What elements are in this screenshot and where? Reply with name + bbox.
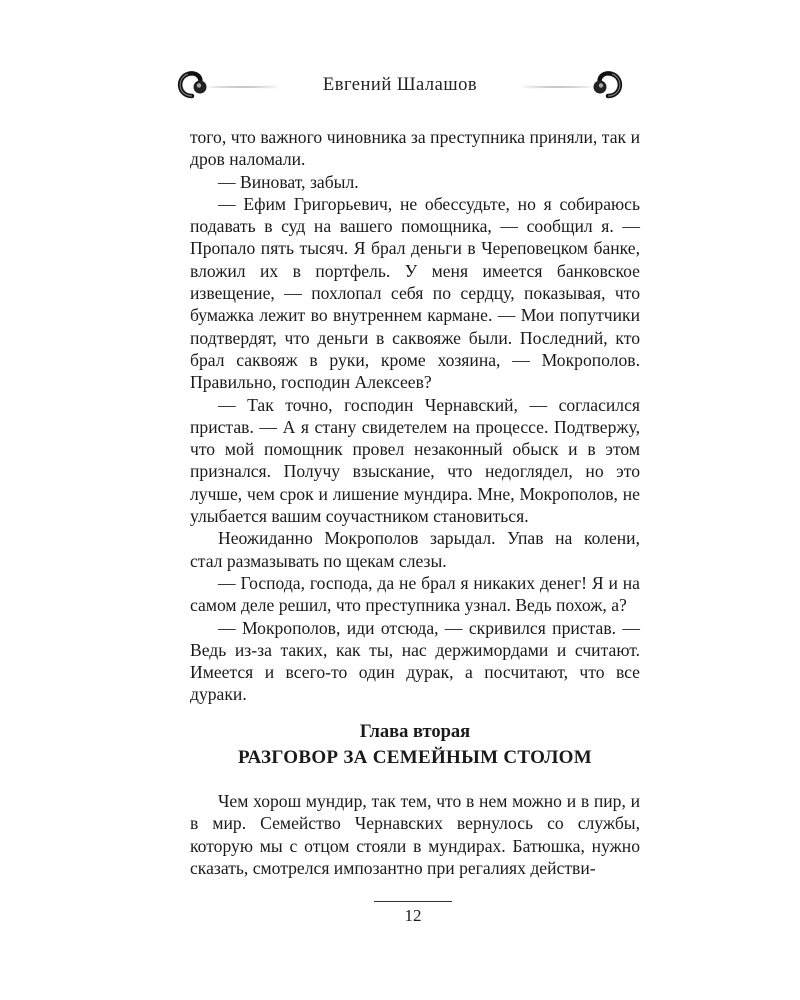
chapter-title: РАЗГОВОР ЗА СЕМЕЙНЫМ СТОЛОМ bbox=[238, 747, 592, 768]
paragraph: Неожиданно Мокрополов зарыдал. Упав на колени, стал размазывать по щекам слезы. bbox=[190, 528, 640, 571]
swirl-ornament-icon bbox=[480, 66, 630, 106]
paragraph: — Господа, господа, да не брал я никаких денег! Я и на самом деле решил, что преступника узнал. Ведь похож, а? bbox=[190, 572, 640, 616]
paragraph: Чем хорош мундир, так тем, что в нем можно и в пир, и в мир. Семейство Чернавских вернулось со службы, которую мы с отцом стояли в мундирах. Батюшка, нужно сказать, смотрелся импозантно при регалиях действи- bbox=[190, 791, 640, 878]
chapter-number: Глава вторая bbox=[359, 722, 471, 742]
footer-rule bbox=[374, 901, 452, 902]
chapter-text bbox=[190, 790, 640, 879]
body-text bbox=[190, 126, 640, 706]
paragraph: — Так точно, господин Чернавский, — согласился пристав. — А я стану свидетелем на процессе. Подтвержу, что мой помощник провел незаконный обыск и в этом признался. Получу взыскание, что недоглядел, но это лучше, чем срок и лишение мундира. Мне, Мокрополов, не улыбается вашим соучастником становиться. bbox=[190, 394, 640, 527]
page-number: 12 bbox=[404, 906, 422, 925]
paragraph: — Виноват, забыл. bbox=[218, 171, 359, 192]
paragraph: — Мокрополов, иди отсюда, — скривился пристав. — Ведь из-за таких, как ты, нас держимордами и считают. Имеется и всего-то один дурак, а посчитают, что все дураки. bbox=[190, 617, 640, 705]
paragraph: того, что важного чиновника за преступника приняли, так и дров наломали. bbox=[190, 127, 640, 170]
running-title: Евгений Шалашов bbox=[322, 75, 478, 95]
paragraph: — Ефим Григорьевич, не обессудьте, но я собираюсь подавать в суд на вашего помощника, — сообщил я. — Пропало пять тысяч. Я брал деньги в Череповецком банке, вложил их в портфель. У меня имеется банковское извещение, — похлопал себя по сердцу, показывая, что бумажка лежит во внутреннем кармане. — Мои попутчики подтвердят, что деньги в саквояже были. Последний, кто брал саквояж в руки, кроме хозяина, — Мокрополов. Правильно, господин Алексеев? bbox=[190, 193, 640, 393]
running-header bbox=[180, 66, 620, 106]
